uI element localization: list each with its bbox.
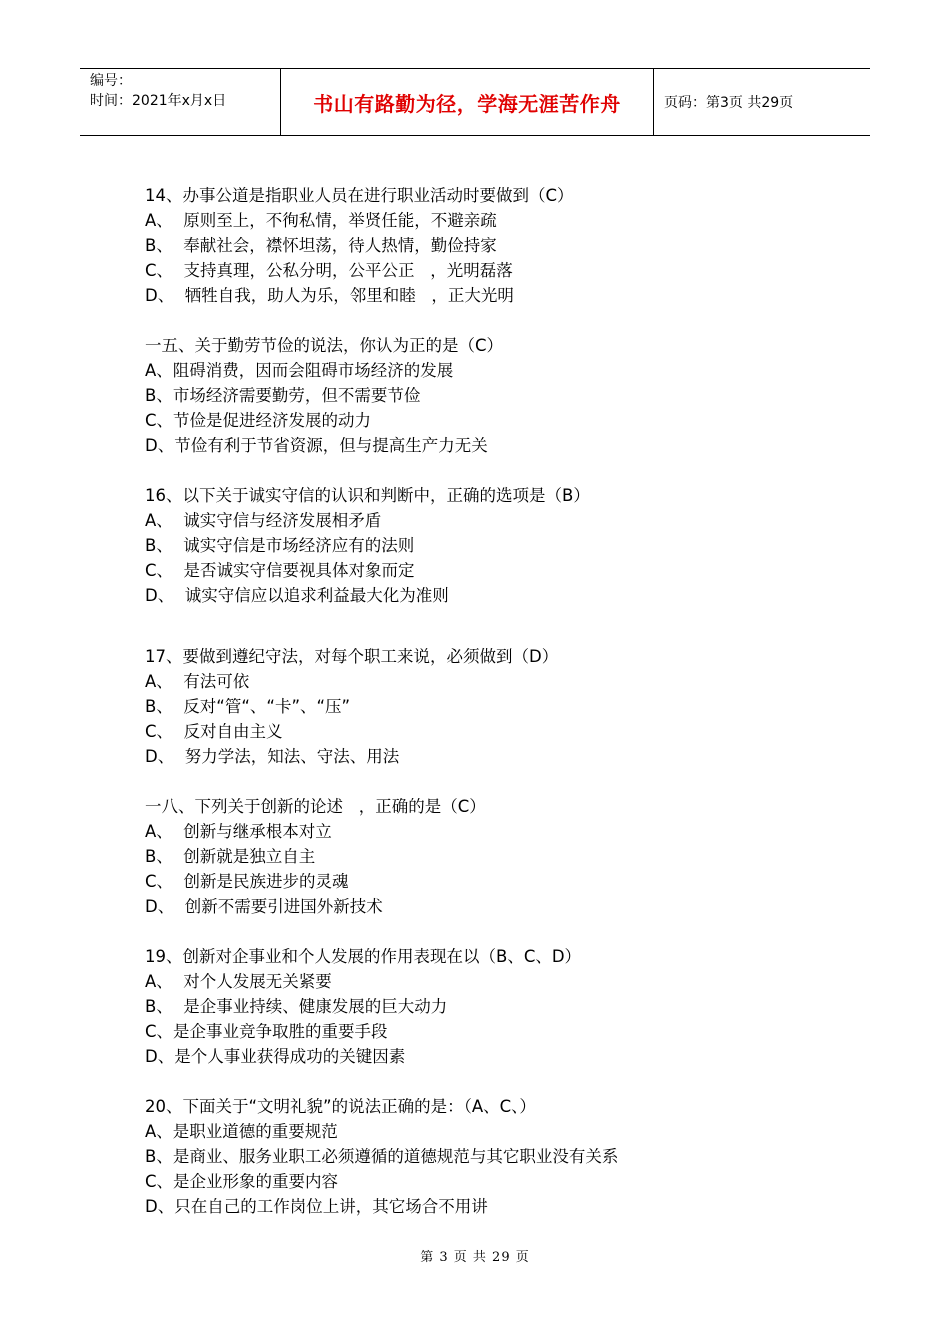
question-block xyxy=(145,944,865,1069)
question-option: C、是企业形象的重要内容 xyxy=(145,1172,339,1191)
question-block xyxy=(145,183,865,308)
question-option: D、节俭有利于节省资源，但与提高生产力无关 xyxy=(145,436,488,455)
question-stem: 17、要做到遵纪守法，对每个职工来说，必须做到（D） xyxy=(145,647,559,666)
question-option: B、市场经济需要勤劳，但不需要节俭 xyxy=(145,386,421,405)
question-option: A、 创新与继承根本对立 xyxy=(145,822,332,841)
question-option: C、 是否诚实守信要视具体对象而定 xyxy=(145,561,415,580)
question-option: B、 反对“管“、“卡”、“压” xyxy=(145,697,351,716)
question-option: B、 诚实守信是市场经济应有的法则 xyxy=(145,536,415,555)
header-meta xyxy=(80,69,281,135)
question-option: D、 创新不需要引进国外新技术 xyxy=(145,897,383,916)
question-option: A、 诚实守信与经济发展相矛盾 xyxy=(145,511,382,530)
header-motto: 书山有路勤为径，学海无涯苦作舟 xyxy=(281,69,654,135)
question-stem: 20、下面关于“文明礼貌”的说法正确的是：（A、C、） xyxy=(145,1097,536,1116)
question-list xyxy=(145,183,865,1219)
document-time-label: 时间：2021年x月x日 xyxy=(90,93,227,109)
question-option: A、阻碍消费，因而会阻碍市场经济的发展 xyxy=(145,361,454,380)
question-option: D、只在自己的工作岗位上讲，其它场合不用讲 xyxy=(145,1197,488,1216)
question-stem: 14、办事公道是指职业人员在进行职业活动时要做到（C） xyxy=(145,186,574,205)
question-block xyxy=(145,333,865,458)
question-stem: 一五、关于勤劳节俭的说法，你认为正的是（C） xyxy=(145,336,504,355)
question-block xyxy=(145,794,865,919)
question-option: C、 反对自由主义 xyxy=(145,722,283,741)
document-number-label: 编号： xyxy=(90,73,132,89)
page-header xyxy=(80,68,870,136)
question-option: A、 原则至上，不徇私情，举贤任能，不避亲疏 xyxy=(145,211,497,230)
question-option: A、 有法可依 xyxy=(145,672,250,691)
question-block xyxy=(145,483,865,608)
question-option: C、节俭是促进经济发展的动力 xyxy=(145,411,372,430)
page-footer: 第 3 页 共 29 页 xyxy=(420,1250,530,1265)
header-page-info: 页码：第3页 共29页 xyxy=(664,95,794,111)
question-block xyxy=(145,1094,865,1219)
question-option: C、 创新是民族进步的灵魂 xyxy=(145,872,349,891)
question-option: D、是个人事业获得成功的关键因素 xyxy=(145,1047,406,1066)
question-stem: 16、以下关于诚实守信的认识和判断中，正确的选项是（B） xyxy=(145,486,590,505)
question-option: A、 对个人发展无关紧要 xyxy=(145,972,332,991)
question-option: D、 努力学法，知法、守法、用法 xyxy=(145,747,400,766)
question-block xyxy=(145,644,865,769)
question-stem: 19、创新对企事业和个人发展的作用表现在以（B、C、D） xyxy=(145,947,582,966)
question-option: B、 创新就是独立自主 xyxy=(145,847,316,866)
question-option: B、 是企事业持续、健康发展的巨大动力 xyxy=(145,997,448,1016)
question-option: B、是商业、服务业职工必须遵循的道德规范与其它职业没有关系 xyxy=(145,1147,619,1166)
question-option: D、 牺牲自我，助人为乐，邻里和睦 ，正大光明 xyxy=(145,286,514,305)
question-option: C、 支持真理，公私分明，公平公正 ，光明磊落 xyxy=(145,261,513,280)
question-option: D、 诚实守信应以追求利益最大化为准则 xyxy=(145,586,449,605)
question-option: C、是企事业竞争取胜的重要手段 xyxy=(145,1022,388,1041)
question-option: B、 奉献社会，襟怀坦荡，待人热情，勤俭持家 xyxy=(145,236,497,255)
question-option: A、是职业道德的重要规范 xyxy=(145,1122,338,1141)
question-stem: 一八、下列关于创新的论述 ，正确的是（C） xyxy=(145,797,486,816)
